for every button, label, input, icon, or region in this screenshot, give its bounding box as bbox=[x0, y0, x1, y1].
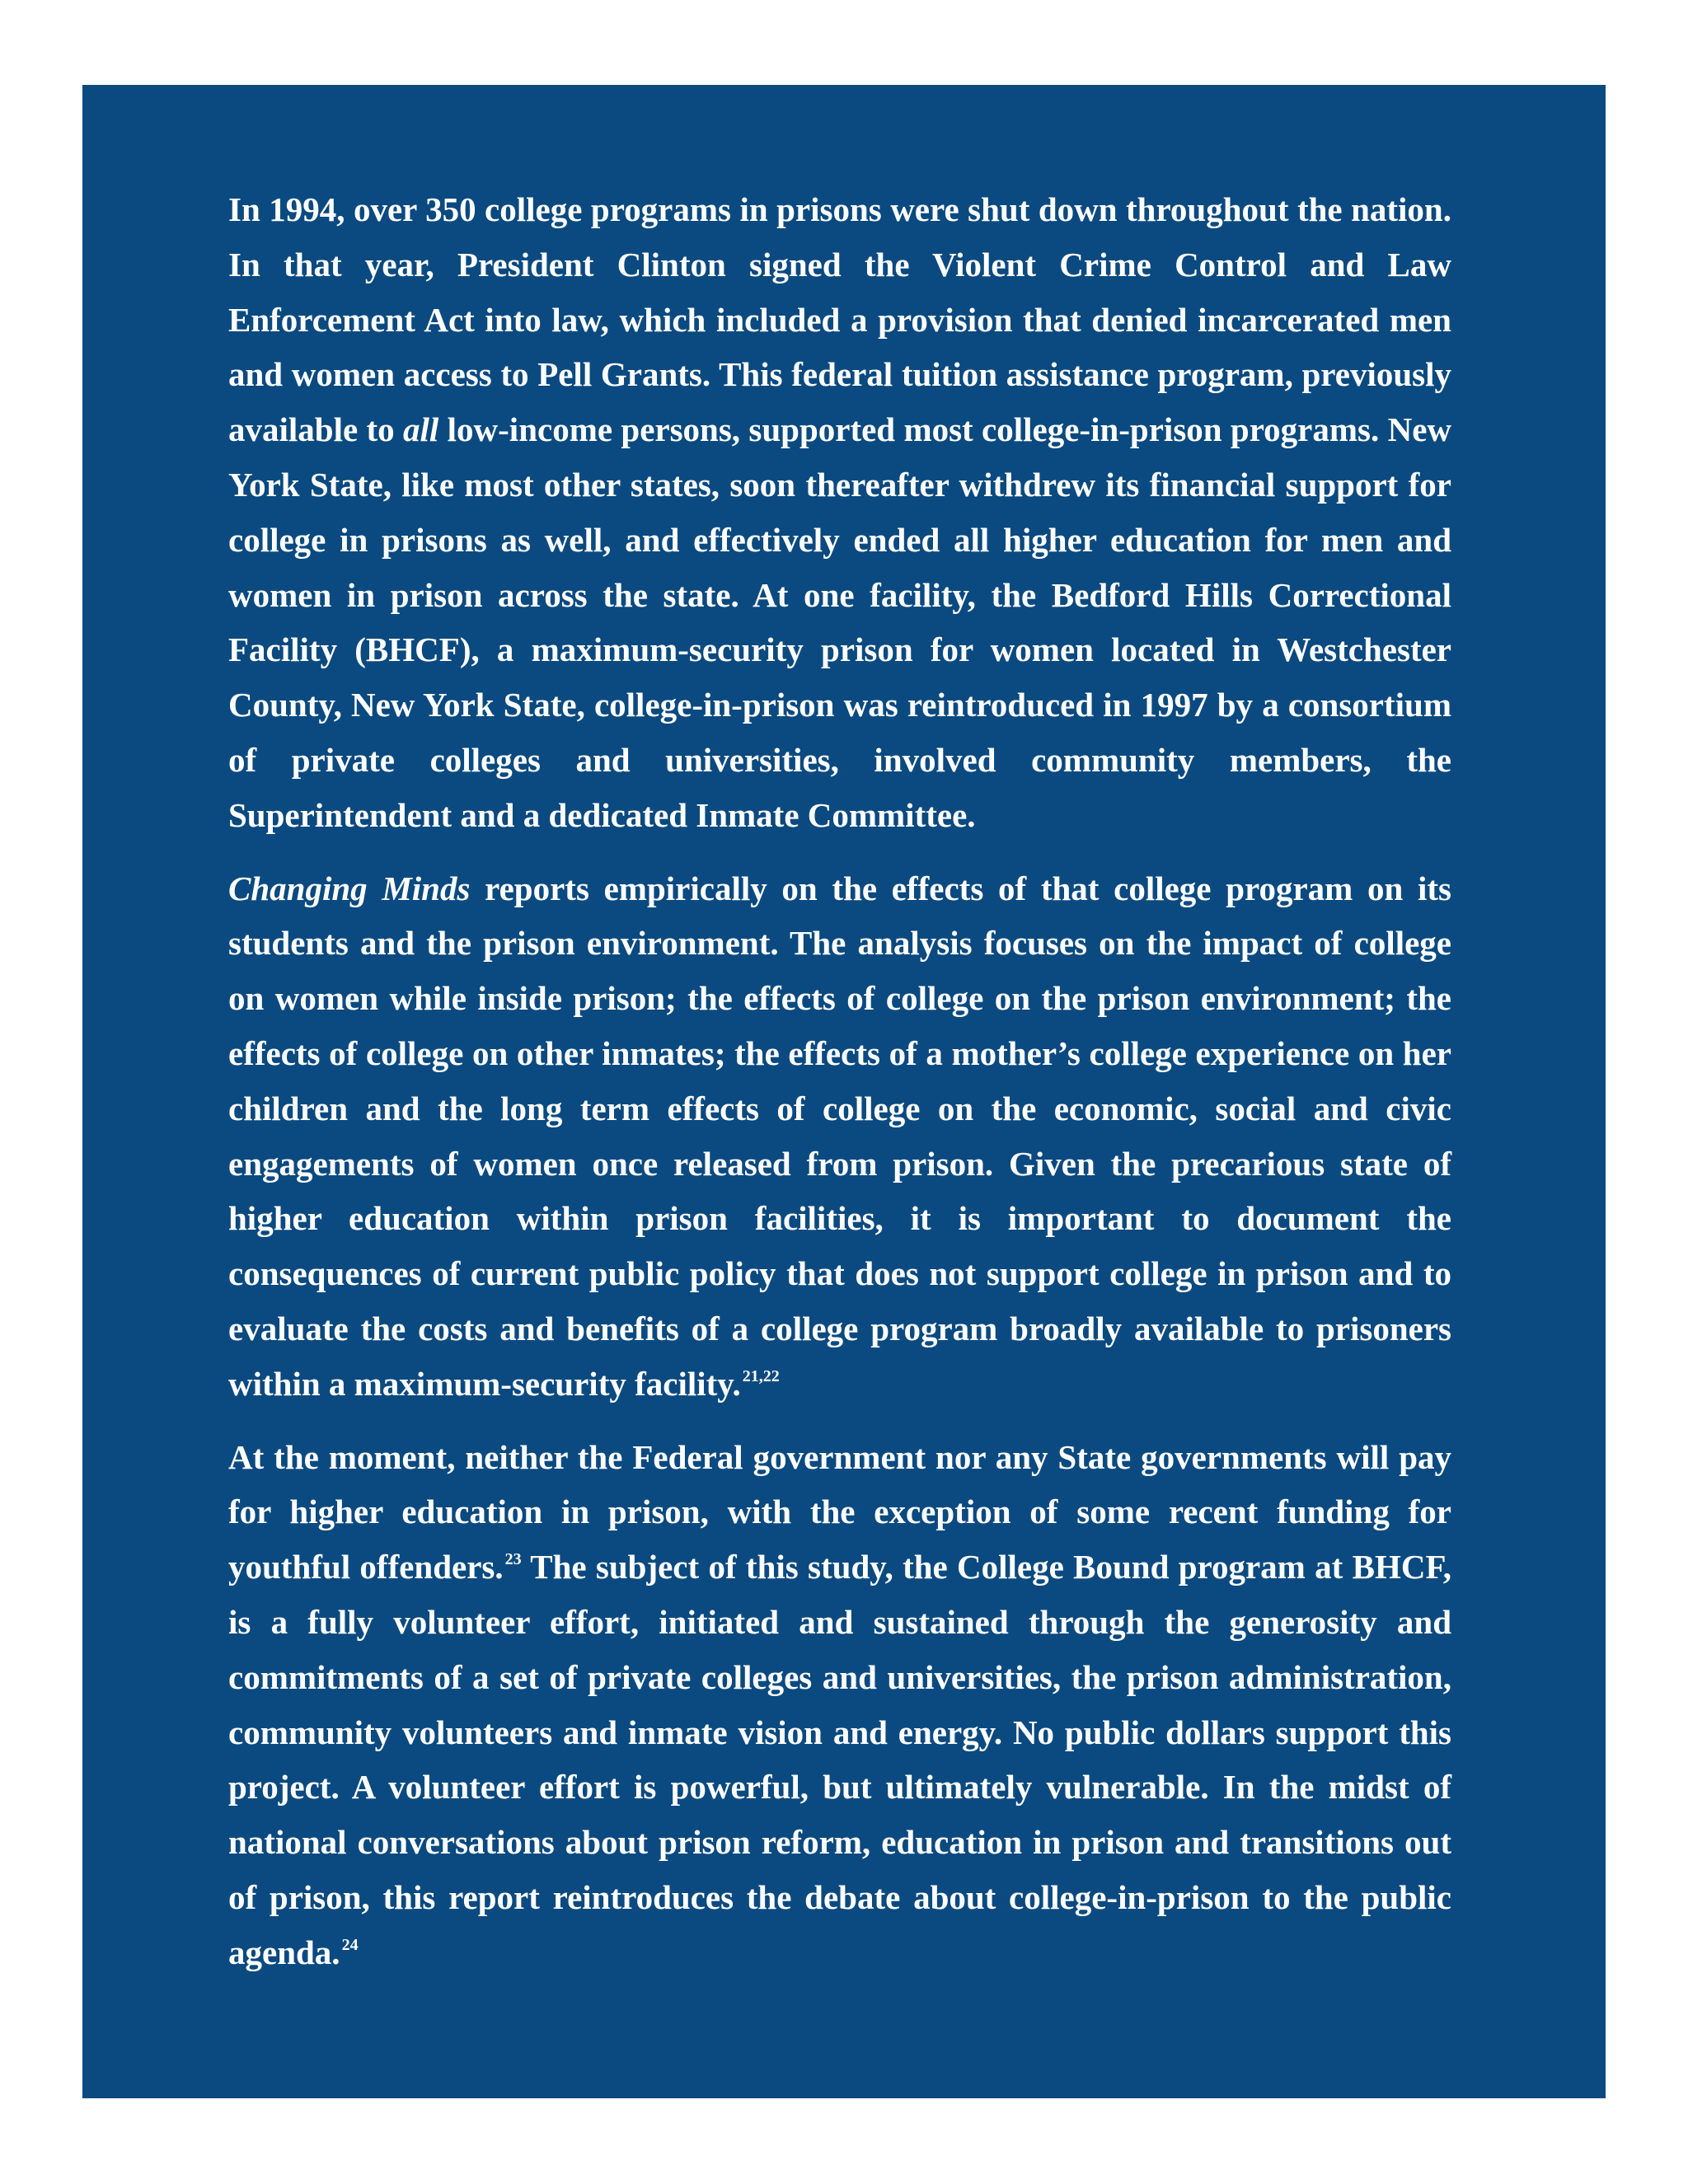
footnote-ref: 23 bbox=[504, 1550, 522, 1569]
emphasis-all: all bbox=[403, 410, 439, 449]
footnote-ref: 21,22 bbox=[742, 1367, 780, 1386]
report-title-italic: Changing Minds bbox=[228, 869, 471, 907]
paragraph-3 bbox=[228, 1430, 1451, 1980]
paragraph-2 bbox=[228, 861, 1451, 1412]
paragraph-3-text-cont: The subject of this study, the College Bound program at BHCF, is a fully volunteer effort, initiated and sustained through the generosity and commitments of a set of private colleges and universities, the prison administration, community volunteers and inmate vision and energy. No public dollars support this project. A volunteer effort is powerful, but ultimately vulnerable. In the midst of national conversations about prison reform, education in prison and transitions out of prison, this report reintroduces the debate about college-in-prison to the public agenda. bbox=[228, 1548, 1451, 1971]
paragraph-1 bbox=[228, 182, 1451, 843]
page-number: 1 bbox=[837, 2122, 851, 2153]
paragraph-3-text: At the moment, neither the Federal government nor any State governments will pay for higher education in prison, with the exception of some recent funding for youthful offenders. bbox=[228, 1437, 1451, 1586]
paragraph-1-text-cont: low-income persons, supported most college-in-prison programs. New York State, like most other states, soon thereafter withdrew its financial support for college in prisons as well, and effectively ended all higher education for men and women in prison across the state. At one facility, the Bedford Hills Correctional Facility (BHCF), a maximum-security prison for women located in Westchester County, New York State, college-in-prison was reintroduced in 1997 by a consortium of private colleges and universities, involved community members, the Superintendent and a dedicated Inmate Committee. bbox=[228, 410, 1451, 834]
paragraph-1-text: In 1994, over 350 college programs in prisons were shut down throughout the nation. In that year, President Clinton signed the Violent Crime Control and Law Enforcement Act into law, which included a provision that denied incarcerated men and women access to Pell Grants. This federal tuition assistance program, previously available to bbox=[228, 190, 1451, 449]
paragraph-2-text: reports empirically on the effects of that college program on its students and the prison environment. The analysis focuses on the impact of college on women while inside prison; the effects of college on the prison environment; the effects of college on other inmates; the effects of a mother’s college experience on her children and the long term effects of college on the economic, social and civic engagements of women once released from prison. Given the precarious state of higher education within prison facilities, it is important to document the consequences of current public policy that does not support college in prison and to evaluate the costs and benefits of a college program broadly available to prisoners within a maximum-security facility. bbox=[228, 869, 1451, 1403]
footnote-ref: 24 bbox=[341, 1936, 359, 1955]
body-text bbox=[228, 182, 1451, 1999]
content-panel bbox=[82, 85, 1606, 2153]
